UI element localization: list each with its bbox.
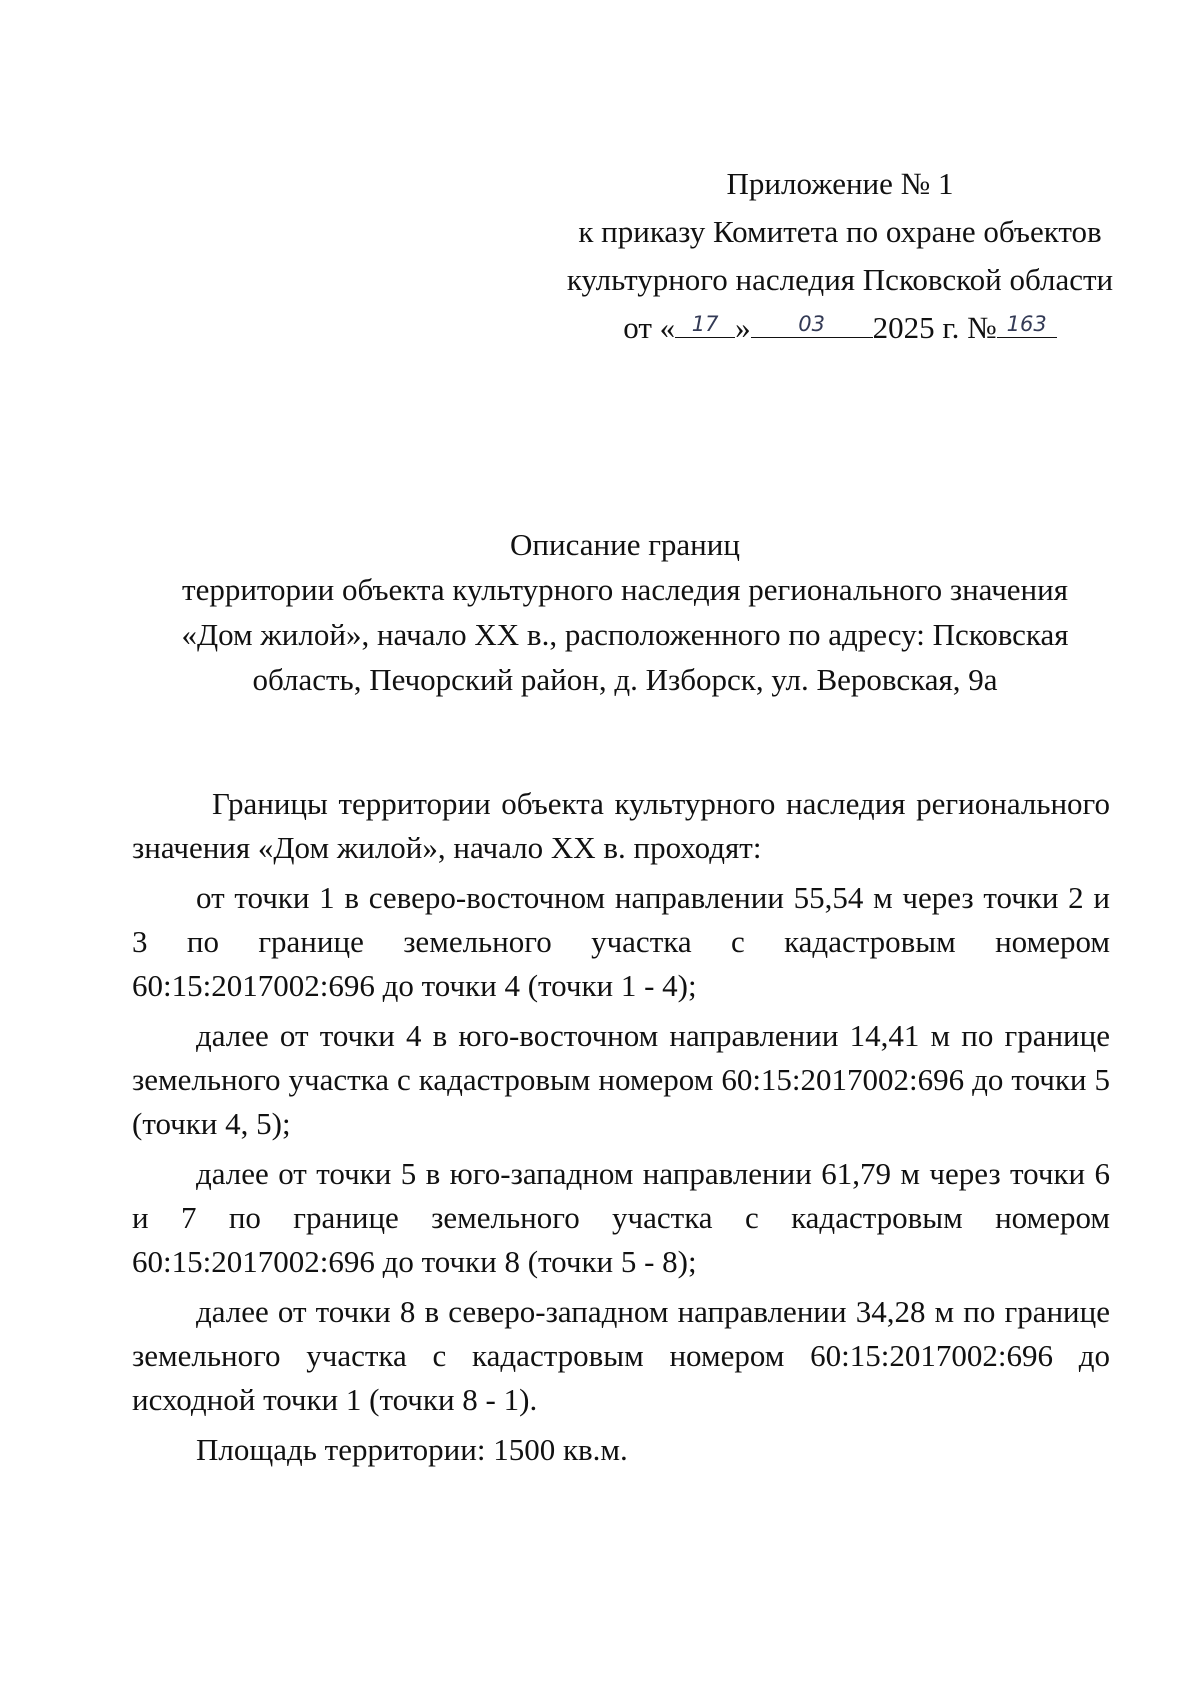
- boundary-segment-2: далее от точки 4 в юго-восточном направлении 14,41 м по границе земельного участка с кадастровым номером 60:15:2017002:696 до точки 5 (точки 4, 5);: [132, 1018, 1110, 1141]
- appendix-header: [560, 160, 1120, 352]
- year-and-number-label: 2025 г. №: [872, 310, 997, 345]
- document-body: [132, 782, 1110, 1472]
- title-line-2: территории объекта культурного наследия регионального значения: [182, 572, 1068, 607]
- handwritten-number: 163: [1006, 312, 1047, 336]
- intro-paragraph: Границы территории объекта культурного наследия регионального значения «Дом жилой», начало XX в. проходят:: [132, 786, 1110, 865]
- month-field: [751, 307, 873, 338]
- boundary-segment-3: далее от точки 5 в юго-западном направлении 61,79 м через точки 6 и 7 по границе земельного участка с кадастровым номером 60:15:2017002:696 до точки 8 (точки 5 - 8);: [132, 1156, 1110, 1279]
- order-date-line: [560, 304, 1120, 352]
- order-reference: к приказу Комитета по охране объектов: [578, 214, 1102, 249]
- date-mid: »: [735, 310, 751, 345]
- boundary-segment-4: далее от точки 8 в северо-западном направлении 34,28 м по границе земельного участка с кадастровым номером 60:15:2017002:696 до исходной точки 1 (точки 8 - 1).: [132, 1294, 1110, 1417]
- document-title: [150, 522, 1100, 702]
- date-prefix: от «: [623, 310, 676, 345]
- title-line-3: «Дом жилой», начало XX в., расположенного по адресу: Псковская: [181, 617, 1069, 652]
- number-field: [997, 307, 1057, 338]
- title-line-4: область, Печорский район, д. Изборск, ул. Веровская, 9а: [252, 662, 998, 697]
- title-line-1: Описание границ: [510, 527, 740, 562]
- boundary-segment-1: от точки 1 в северо-восточном направлении 55,54 м через точки 2 и 3 по границе земельного участка с кадастровым номером 60:15:2017002:696 до точки 4 (точки 1 - 4);: [132, 880, 1110, 1003]
- appendix-number: Приложение № 1: [726, 166, 954, 201]
- day-field: [675, 307, 735, 338]
- handwritten-month: 03: [798, 312, 826, 336]
- territory-area: Площадь территории: 1500 кв.м.: [196, 1432, 628, 1467]
- committee-name: культурного наследия Псковской области: [566, 262, 1114, 297]
- handwritten-day: 17: [691, 312, 719, 336]
